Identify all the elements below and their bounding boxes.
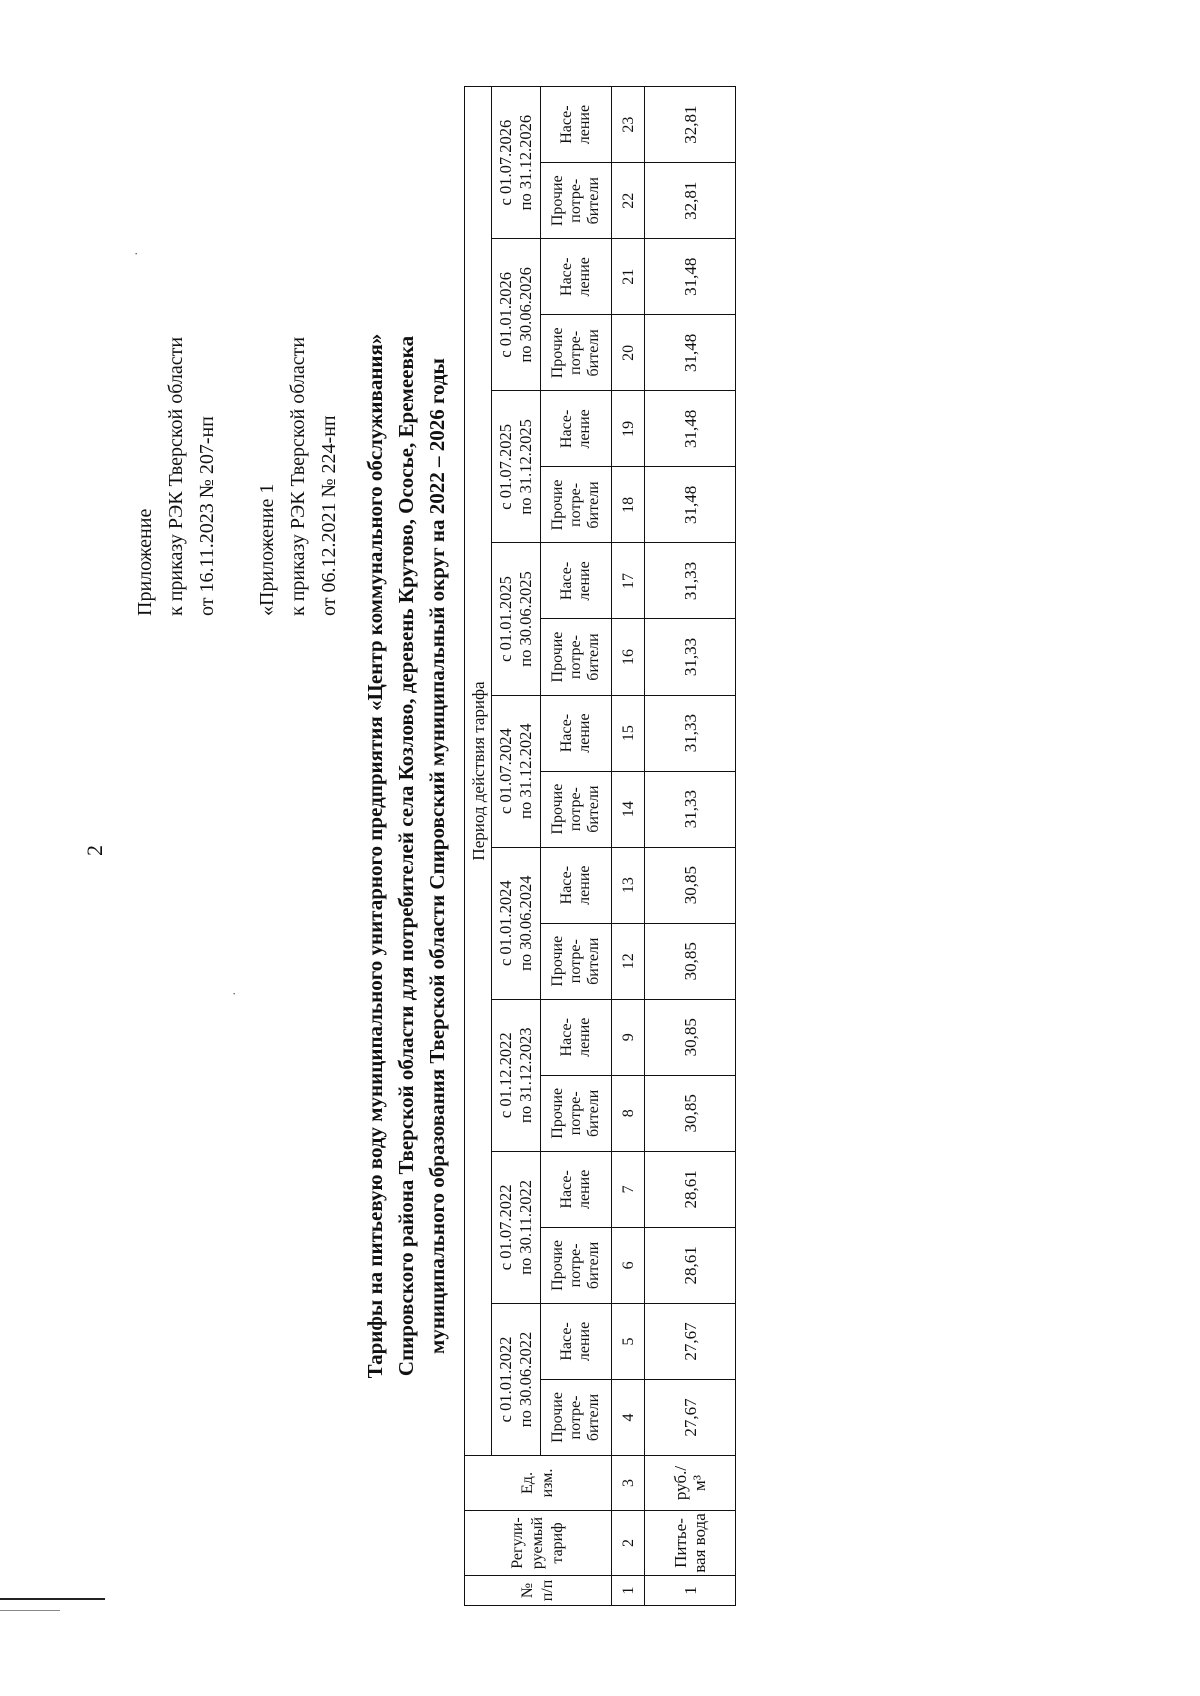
tariff-value: 31,33 (645, 619, 736, 695)
tariff-value: 31,33 (645, 695, 736, 771)
tariff-value: 32,81 (645, 163, 736, 239)
header-other-consumers: Прочие потре-бители (541, 1227, 612, 1303)
tariff-value: 31,33 (645, 771, 736, 847)
period-to: по 31.12.2023 (516, 1027, 535, 1123)
approval-line: от 06.12.2021 № 224-нп (318, 415, 340, 616)
consumer-header-row (541, 87, 612, 1606)
period-from: с 01.01.2022 (496, 1336, 515, 1423)
tariff-value: 31,48 (645, 467, 736, 543)
column-number: 9 (612, 999, 645, 1075)
header-tariff-period: Период действия тарифа (465, 87, 492, 1456)
tariff-value: 28,61 (645, 1227, 736, 1303)
tariff-value: 31,48 (645, 239, 736, 315)
tariff-value: 30,85 (645, 999, 736, 1075)
header-population: Насе-ление (541, 1303, 612, 1379)
period-header (492, 999, 541, 1151)
column-number: 2 (612, 1511, 645, 1576)
header-other-consumers: Прочие потре-бители (541, 163, 612, 239)
period-to: по 31.12.2026 (516, 114, 535, 211)
tariff-table (464, 86, 736, 1606)
tariff-value: 32,81 (645, 87, 736, 163)
header-other-consumers: Прочие потре-бители (541, 619, 612, 695)
tariff-value: 31,33 (645, 543, 736, 619)
header-other-consumers: Прочие потре-бители (541, 467, 612, 543)
column-number: 17 (612, 543, 645, 619)
period-to: по 30.06.2026 (516, 267, 535, 363)
period-header-row (492, 87, 541, 1606)
column-number: 21 (612, 239, 645, 315)
column-number: 14 (612, 771, 645, 847)
period-header (492, 239, 541, 391)
period-header (492, 847, 541, 999)
column-number: 8 (612, 1075, 645, 1151)
tariff-value: 27,67 (645, 1303, 736, 1379)
title-line: муниципального образования Тверской области Спировский муниципальный округ на 2022 – 2026 годы (425, 358, 449, 1354)
header-population: Насе-ление (541, 695, 612, 771)
approval-line: «Приложение 1 (256, 483, 278, 616)
tariff-value: 31,48 (645, 391, 736, 467)
approval-block-original (252, 337, 345, 616)
title-line: Тарифы на питьевую воду муниципального унитарного предприятия «Центр коммунального обслуживания» (363, 333, 387, 1379)
scan-speck: · (130, 251, 145, 256)
scan-speck: · (228, 991, 243, 996)
period-to: по 30.11.2022 (516, 1179, 535, 1275)
header-row-number: № п/п (465, 1576, 612, 1606)
period-to: по 30.06.2022 (516, 1331, 535, 1428)
period-header (492, 391, 541, 543)
header-population: Насе-ление (541, 239, 612, 315)
period-from: с 01.07.2025 (496, 424, 515, 510)
period-from: с 01.01.2026 (496, 271, 515, 358)
header-population: Насе-ление (541, 999, 612, 1075)
column-number: 13 (612, 847, 645, 923)
column-number: 20 (612, 315, 645, 391)
period-from: с 01.07.2022 (496, 1184, 515, 1271)
approval-line: к приказу РЭК Тверской области (165, 336, 187, 616)
approval-line: Приложение (134, 508, 156, 616)
header-population: Насе-ление (541, 543, 612, 619)
rotated-landscape-content (60, 56, 1170, 1636)
header-other-consumers: Прочие потре-бители (541, 923, 612, 999)
header-population: Насе-ление (541, 87, 612, 163)
column-number-row (612, 87, 645, 1606)
period-from: с 01.01.2024 (496, 880, 515, 967)
column-number: 18 (612, 467, 645, 543)
period-from: с 01.01.2025 (496, 576, 515, 662)
period-header (492, 543, 541, 695)
column-number: 19 (612, 391, 645, 467)
period-to: по 30.06.2024 (516, 875, 535, 971)
period-to: по 31.12.2025 (516, 419, 535, 515)
period-from: с 01.12.2022 (496, 1032, 515, 1119)
period-header (492, 1303, 541, 1455)
tariff-value: 30,85 (645, 847, 736, 923)
header-population: Насе-ление (541, 391, 612, 467)
scan-edge-line (0, 1610, 60, 1611)
header-unit: Ед. изм. (465, 1456, 612, 1511)
column-number: 12 (612, 923, 645, 999)
row-unit: руб./м³ (645, 1456, 736, 1511)
tariff-value: 28,61 (645, 1151, 736, 1227)
column-number: 6 (612, 1227, 645, 1303)
row-number: 1 (645, 1576, 736, 1606)
period-to: по 31.12.2024 (516, 723, 535, 819)
column-number: 5 (612, 1303, 645, 1379)
approval-block-current (130, 337, 223, 616)
header-other-consumers: Прочие потре-бители (541, 771, 612, 847)
period-to: по 30.06.2025 (516, 571, 535, 667)
period-from: с 01.07.2026 (496, 119, 515, 206)
period-header (492, 695, 541, 847)
header-population: Насе-ление (541, 1151, 612, 1227)
column-number: 3 (612, 1456, 645, 1511)
column-number: 7 (612, 1151, 645, 1227)
header-other-consumers: Прочие потре-бители (541, 315, 612, 391)
scan-edge-line (0, 1598, 105, 1600)
column-number: 15 (612, 695, 645, 771)
header-other-consumers: Прочие потре-бители (541, 1075, 612, 1151)
page-number: 2 (82, 845, 107, 856)
approval-line: к приказу РЭК Тверской области (287, 336, 309, 616)
title-line: Спировского района Тверской области для потребителей села Козлово, деревень Крутово, Ососье, Еремеевка (394, 335, 418, 1377)
period-header (492, 1151, 541, 1303)
column-number: 23 (612, 87, 645, 163)
column-number: 22 (612, 163, 645, 239)
tariff-value: 30,85 (645, 923, 736, 999)
row-tariff-name: Питье-вая вода (645, 1511, 736, 1576)
header-regulated-tariff: Регули-руемый тариф (465, 1511, 612, 1576)
table-row (645, 87, 736, 1606)
tariff-value: 27,67 (645, 1379, 736, 1455)
column-number: 16 (612, 619, 645, 695)
approval-line: от 16.11.2023 № 207-нп (196, 416, 218, 616)
tariff-value: 31,48 (645, 315, 736, 391)
tariff-value: 30,85 (645, 1075, 736, 1151)
column-number: 1 (612, 1576, 645, 1606)
period-header (492, 87, 541, 239)
column-number: 4 (612, 1379, 645, 1455)
period-from: с 01.07.2024 (496, 728, 515, 814)
document-title (360, 206, 453, 1506)
header-population: Насе-ление (541, 847, 612, 923)
header-other-consumers: Прочие потре-бители (541, 1379, 612, 1455)
